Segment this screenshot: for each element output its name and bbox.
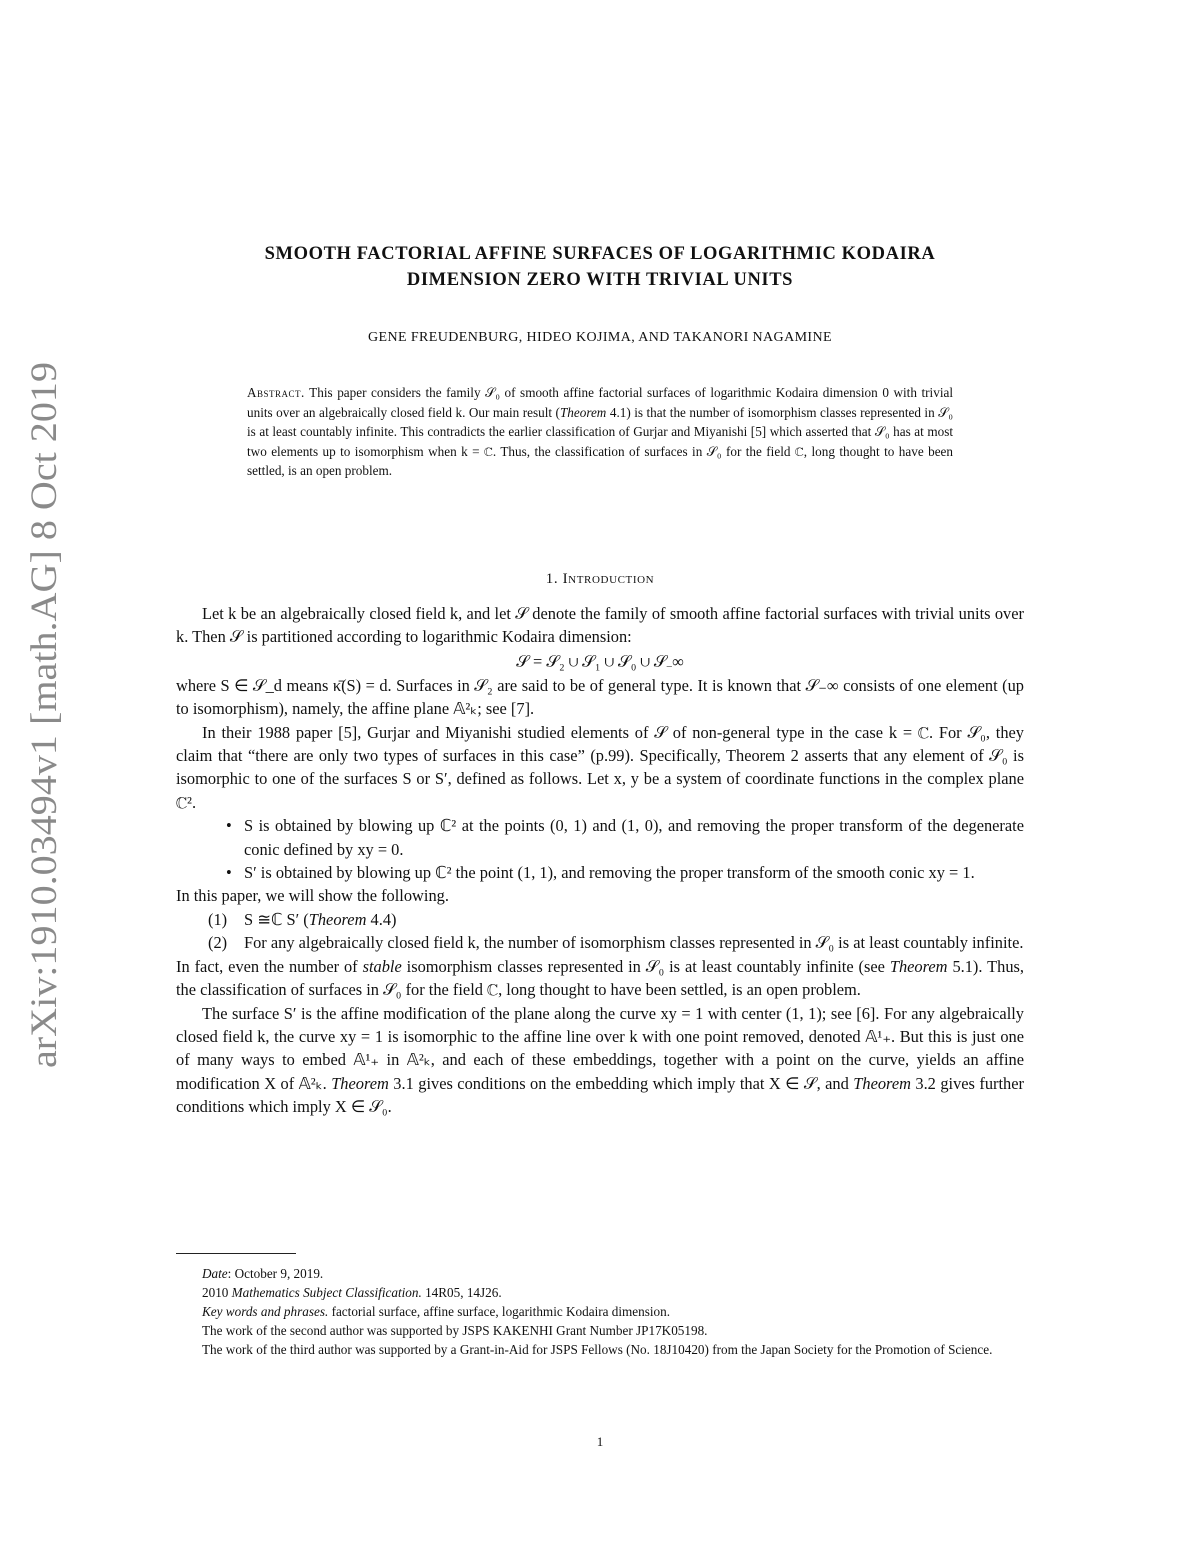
abstract-text-2: 4.1) is that the number of isomorphism classes represented in 𝒮₀ is at least countably infinite. This contradicts the earlier classification of Gurjar and Miyanishi [5] which asserted that 𝒮₀ has at most two elements up to isomorphism when k = ℂ. Thus, the classification of surfaces in 𝒮₀ for the field ℂ, long thought to have been settled, is an open problem. (247, 404, 953, 479)
para6-text-b: 3.1 gives conditions on the embedding which imply that X ∈ 𝒮, and (388, 1073, 854, 1093)
footnote-date (176, 1264, 1024, 1283)
footnotes (176, 1264, 1024, 1359)
list-item-text: S ≅ℂ S′ ( (244, 909, 309, 929)
keywords-value: factorial surface, affine surface, logarithmic Kodaira dimension. (328, 1304, 671, 1319)
section-heading-introduction: 1. Introduction (545, 571, 655, 587)
list-item (208, 908, 1024, 931)
footnote-support-second-author: The work of the second author was supported by JSPS KAKENHI Grant Number JP17K05198. (202, 1323, 708, 1338)
intro-paragraph-4: In this paper, we will show the following. (176, 886, 449, 906)
title-line-2: DIMENSION ZERO WITH TRIVIAL UNITS (406, 270, 794, 290)
paper-title (150, 241, 1050, 293)
intro-paragraph-3: In their 1988 paper [5], Gurjar and Miyanishi studied elements of 𝒮 of non-general type in the case k = ℂ. For 𝒮₀, they claim that “there are only two types of surfaces in this case” (p.99). Specifically, Theorem 2 asserts that any element of 𝒮₀ is isomorphic to one of the surfaces S or S′, defined as follows. Let x, y be a system of coordinate functions in the complex plane ℂ². (176, 722, 1024, 812)
author-list: GENE FREUDENBURG, HIDEO KOJIMA, AND TAKANORI NAGAMINE (368, 330, 832, 345)
intro-paragraph-5 (176, 955, 1024, 1002)
para6-text-c: 3.2 gives further conditions which imply X ∈ 𝒮₀. (176, 1073, 1024, 1117)
list-item: • S is obtained by blowing up ℂ² at the points (0, 1) and (1, 0), and removing the proper transform of the degenerate conic defined by xy = 0. (244, 814, 1024, 861)
para5-text-c: 5.1). Thus, the classification of surfaces in 𝒮₀ for the field ℂ, long thought to have been settled, is an open problem. (176, 956, 1024, 1000)
footnote-keywords (176, 1302, 1024, 1321)
arxiv-sidebar-stamp (18, 360, 66, 1070)
list-item (208, 931, 1024, 954)
date-label: Date (202, 1266, 228, 1281)
arxiv-stamp-graphic (18, 360, 66, 1070)
theorem-ref: Theorem (889, 956, 948, 976)
abstract-theorem-ref: Theorem (559, 404, 607, 420)
list-item-number: (2) (208, 933, 228, 953)
intro-paragraph-1: Let k be an algebraically closed field k, and let 𝒮 denote the family of smooth affine factorial surfaces with trivial units over k. Then 𝒮 is partitioned according to logarithmic Kodaira dimension: (176, 604, 1024, 647)
abstract-label: Abstract. (247, 385, 305, 400)
footnote-support-third-author: The work of the third author was supported by a Grant-in-Aid for JSPS Fellows (No. 18J10420) from the Japan Society for the Promotion of Science. (202, 1342, 993, 1357)
footnote-divider (176, 1253, 296, 1254)
para5-text-a: In fact, even the number of (176, 956, 363, 976)
msc-label: Mathematics Subject Classification. (231, 1285, 422, 1300)
list-item-number: (1) (208, 909, 228, 929)
abstract (247, 383, 953, 481)
introduction-body (176, 602, 1024, 1119)
results-list (176, 908, 1024, 955)
title-line-1: SMOOTH FACTORIAL AFFINE SURFACES OF LOGARITHMIC KODAIRA (264, 244, 936, 264)
abstract-text-1: This paper considers the family 𝒮₀ of smooth affine factorial surfaces of logarithmic Kodaira dimension 0 with trivial units over an algebraically closed field k. Our main result ( (247, 385, 953, 420)
para5-text-b: isomorphism classes represented in 𝒮₀ is at least countably infinite (see (401, 956, 890, 976)
arxiv-identifier: arXiv:1910.03494v1 [math.AG] 8 Oct 2019 (24, 416, 65, 1068)
intro-paragraph-2: where S ∈ 𝒮_d means κ̄(S) = d. Surfaces in 𝒮₂ are said to be of general type. It is known that 𝒮₋∞ consists of one element (up to isomorphism), namely, the affine plane 𝔸²ₖ; see [7]. (176, 675, 1024, 719)
list-item: • S′ is obtained by blowing up ℂ² the point (1, 1), and removing the proper transform of the smooth conic xy = 1. (244, 861, 1024, 884)
display-equation-partition: 𝒮 = 𝒮₂ ∪ 𝒮₁ ∪ 𝒮₀ ∪ 𝒮₋∞ (516, 651, 684, 671)
intro-paragraph-6 (176, 1002, 1024, 1119)
stable-emphasis: stable (362, 956, 402, 976)
msc-year: 2010 (202, 1285, 232, 1300)
footnote-msc (176, 1283, 1024, 1302)
para6-text-a: The surface S′ is the affine modification of the plane along the curve xy = 1 with center (1, 1); see [6]. For any algebraically closed field k, the curve xy = 1 is isomorphic to the affine line over k with one point removed, denoted 𝔸¹₊. But this is just one of many ways to embed 𝔸¹₊ in 𝔸²ₖ, and each of these embeddings, together with a point on the curve, yields an affine modification X of 𝔸²ₖ. (176, 1003, 1024, 1093)
msc-value: 14R05, 14J26. (421, 1285, 502, 1300)
theorem-ref: Theorem (853, 1073, 911, 1093)
theorem-ref: Theorem (331, 1073, 389, 1093)
date-value: : October 9, 2019. (227, 1266, 324, 1281)
list-item-text-after: 4.4) (366, 909, 397, 929)
page-number: 1 (596, 1434, 604, 1449)
surface-definition-list (176, 814, 1024, 884)
list-item-text: For any algebraically closed field k, the number of isomorphism classes represented in 𝒮₀ is at least countably infinite. (244, 933, 1024, 953)
theorem-ref: Theorem (308, 909, 367, 929)
keywords-label: Key words and phrases. (202, 1304, 329, 1319)
